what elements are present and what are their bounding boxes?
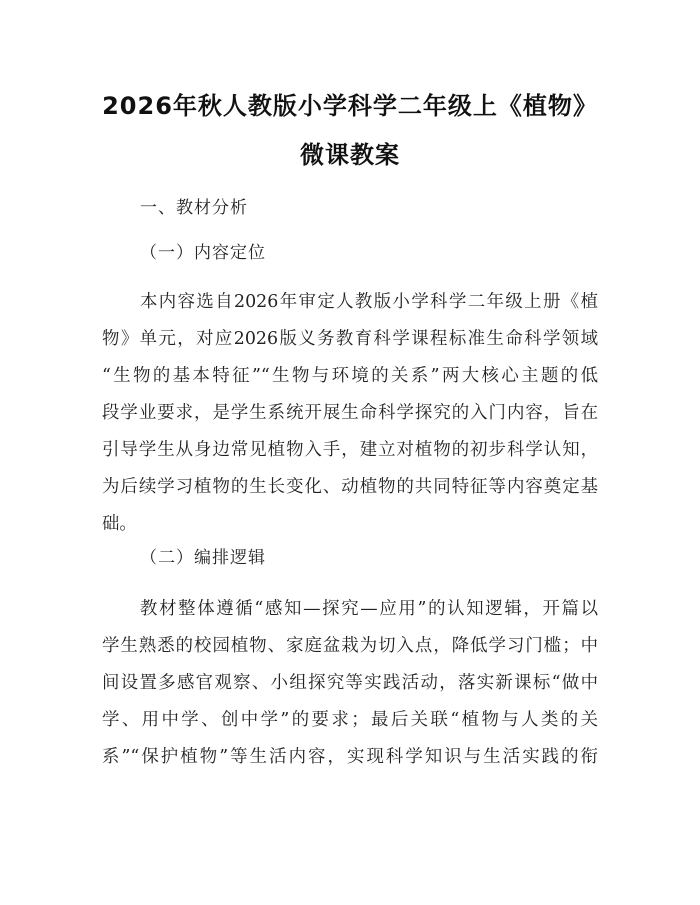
paragraph-2-line-2: 学生熟悉的校园植物、家庭盆栽为切入点，降低学习门槛；中 (102, 636, 598, 656)
paragraph-1-line-6: 为后续学习植物的生长变化、动植物的共同特征等内容奠定基 (102, 477, 598, 497)
paragraph-2-line-4: 学、用中学、创中学”的要求；最后关联“植物与人类的关 (102, 710, 598, 730)
paragraph-1-line-4: 段学业要求，是学生系统开展生命科学探究的入门内容，旨在 (102, 403, 598, 423)
paragraph-1-line-1: 本内容选自2026年审定人教版小学科学二年级上册《植 (140, 292, 598, 312)
document-title-line-2: 微课教案 (300, 141, 400, 169)
paragraph-1-line-7: 础。 (102, 514, 137, 534)
paragraph-2-line-5: 系”“保护植物”等生活内容，实现科学知识与生活实践的衔 (102, 747, 598, 767)
section-heading-textbook-analysis: 一、教材分析 (140, 198, 248, 218)
paragraph-1-line-5: 引导学生从身边常见植物入手，建立对植物的初步科学认知， (102, 440, 598, 460)
paragraph-1-line-3: “生物的基本特征”“生物与环境的关系”两大核心主题的低 (102, 366, 598, 386)
subsection-heading-content-positioning: （一）内容定位 (140, 243, 266, 263)
document-title-line-1: 2026年秋人教版小学科学二年级上《植物》 (102, 92, 598, 120)
paragraph-2-line-3: 间设置多感官观察、小组探究等实践活动，落实新课标“做中 (102, 673, 598, 693)
paragraph-1-line-2: 物》单元，对应2026版义务教育科学课程标准生命科学领域 (102, 329, 598, 349)
paragraph-2-line-1: 教材整体遵循“感知—探究—应用”的认知逻辑，开篇以 (140, 599, 598, 619)
subsection-heading-arrangement-logic: （二）编排逻辑 (140, 548, 266, 568)
